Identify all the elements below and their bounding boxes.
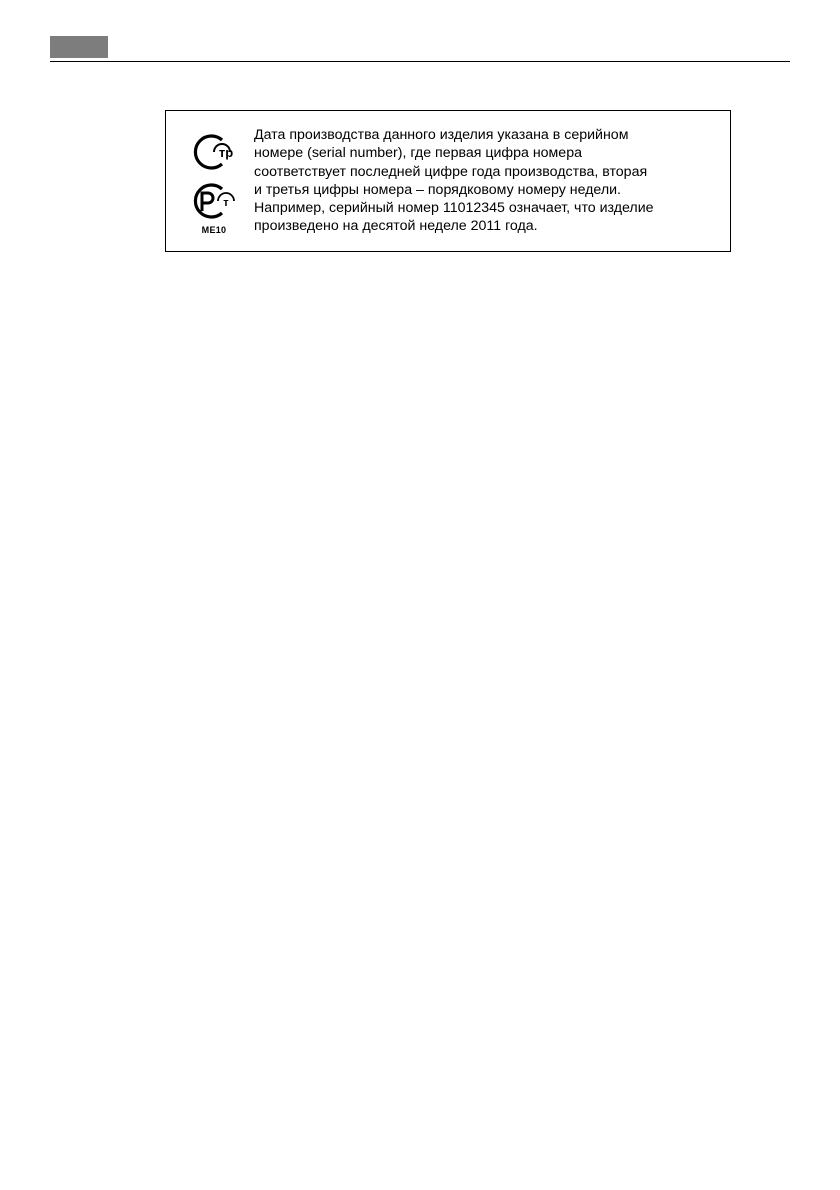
notice-line: Например, серийный номер 11012345 означает, что изделие xyxy=(254,200,654,217)
notice-line: Дата производства данного изделия указана в серийном xyxy=(254,127,629,143)
notice-line: соответствует последней цифре года производства, вторая xyxy=(254,163,648,180)
notice-line: и третья цифры номера – порядковому номеру недели. xyxy=(254,181,621,198)
serial-number-explanation xyxy=(254,126,724,236)
svg-text:т: т xyxy=(223,197,229,209)
header-rule xyxy=(50,61,790,62)
header-tab-marker xyxy=(50,36,108,58)
notice-line: номере (serial number), где первая цифра номера xyxy=(254,145,582,162)
notice-line: произведено на десятой неделе 2011 года. xyxy=(254,218,538,235)
certification-code: ME10 xyxy=(201,225,227,235)
gost-tr-icon xyxy=(188,132,240,172)
serial-number-notice-box xyxy=(165,110,731,252)
certification-marks xyxy=(184,129,244,239)
svg-text:тр: тр xyxy=(218,145,234,160)
pct-icon xyxy=(188,181,240,221)
